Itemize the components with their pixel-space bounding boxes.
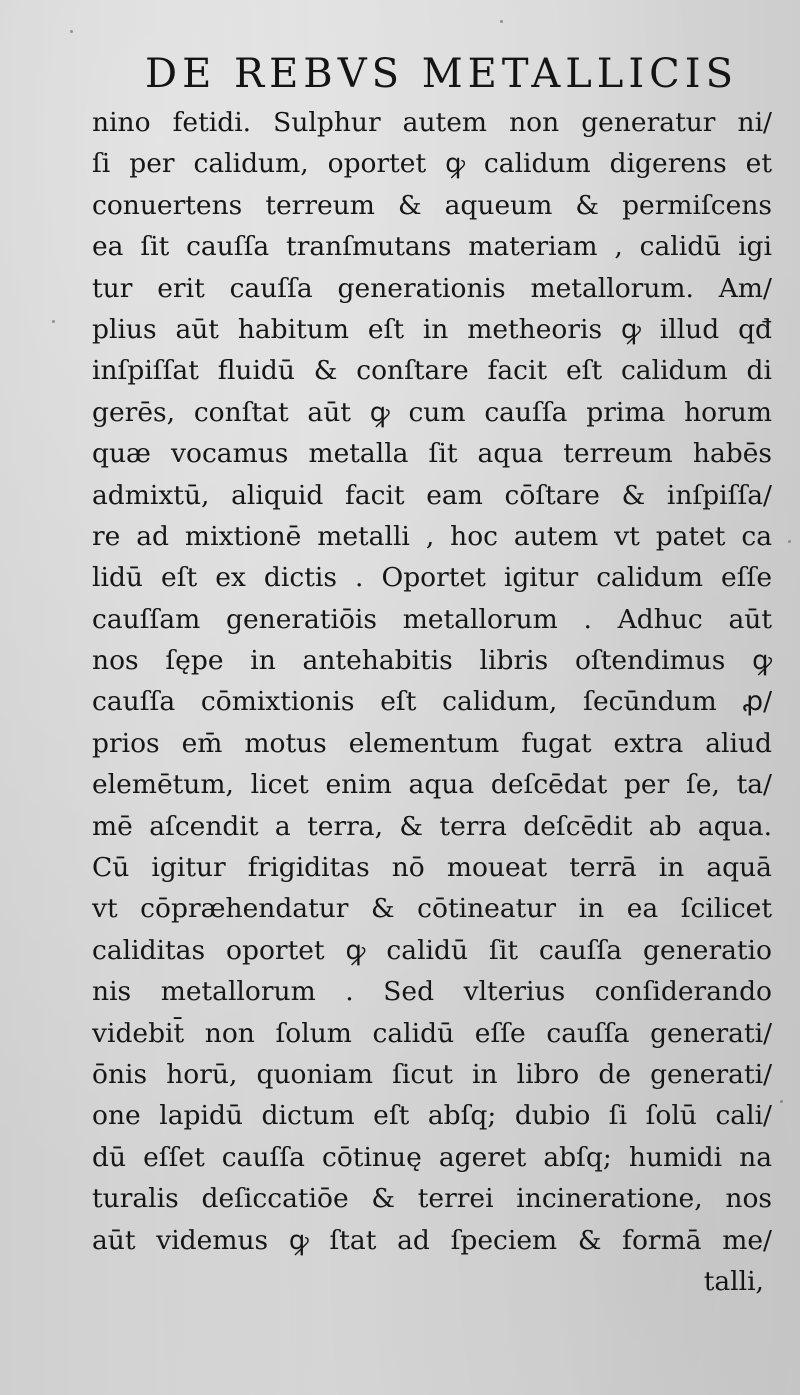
text-line: admixtū, aliquid facit eam cōſtare & inſpiſſa/ <box>92 479 772 511</box>
text-line: mē aſcendit a terra, & terra deſcēdit ab aqua. <box>92 810 772 842</box>
text-line: nos ſępe in antehabitis libris oſtendimus ꝙ <box>92 645 772 677</box>
text-line: lidū eſt ex dictis . Oportet igitur calidum eſſe <box>92 562 772 594</box>
ink-speck <box>500 20 503 23</box>
text-line: Cū igitur frigiditas nō moueat terrā in aquā <box>92 852 772 884</box>
text-line: one lapidū dictum eſt abſq; dubio ſi ſolū cali/ <box>92 1100 772 1132</box>
text-line: prios em̄ motus elementum fugat extra aliud <box>92 727 772 759</box>
text-line: cauſſam generatiōis metallorum . Adhuc aūt <box>92 603 772 635</box>
text-line: gerēs, conſtat aūt ꝙ cum cauſſa prima horum <box>92 396 772 428</box>
text-line: ōnis horū, quoniam ſicut in libro de generati/ <box>92 1058 772 1090</box>
text-line: dū eſſet cauſſa cōtinuę ageret abſq; humidi na <box>92 1141 772 1173</box>
text-line: quæ vocamus metalla ſit aqua terreum habēs <box>92 438 772 470</box>
text-line: nino fetidi. Sulphur autem non generatur ni/ <box>92 107 772 138</box>
text-line: aūt videmus ꝙ ſtat ad ſpeciem & formā me/ <box>92 1224 772 1256</box>
text-line: elemētum, licet enim aqua deſcēdat per ſe, ta/ <box>92 769 772 801</box>
running-header: DE REBVS METALLICIS <box>145 51 738 97</box>
text-line: ea ſit cauſſa tranſmutans materiam , calidū igi <box>92 231 772 263</box>
text-line: turalis deſiccatiōe & terrei incineratione, nos <box>92 1183 772 1215</box>
ink-speck <box>52 320 55 323</box>
text-line: cauſſa cōmixtionis eſt calidum, ſecūndum ꝓ/ <box>92 686 772 718</box>
text-line: ſi per calidum, oportet ꝙ calidum digerens et <box>92 148 772 180</box>
text-line: nis metallorum . Sed vlterius conſiderando <box>92 976 772 1008</box>
text-line: inſpiſſat fluidū & conſtare facit eſt calidum di <box>92 355 772 387</box>
ink-speck <box>788 540 791 543</box>
text-line: plius aūt habitum eſt in metheoris ꝙ illud qđ <box>92 313 772 345</box>
ink-speck <box>780 1100 783 1103</box>
text-line: caliditas oportet ꝙ calidū ſit cauſſa generatio <box>92 934 772 966</box>
ink-speck <box>70 30 73 33</box>
text-line: re ad mixtionē metalli , hoc autem vt patet ca <box>92 520 772 552</box>
text-line: conuertens terreum & aqueum & permiſcens <box>92 189 772 221</box>
text-line: tur erit cauſſa generationis metallorum. Am/ <box>92 272 772 304</box>
text-line: videbit̄ non ſolum calidū eſſe cauſſa generati/ <box>92 1017 772 1049</box>
body-text <box>92 102 772 1302</box>
text-line: vt cōpræhendatur & cōtineatur in ea ſcilicet <box>92 893 772 925</box>
catchword-line: talli, <box>703 1265 764 1297</box>
